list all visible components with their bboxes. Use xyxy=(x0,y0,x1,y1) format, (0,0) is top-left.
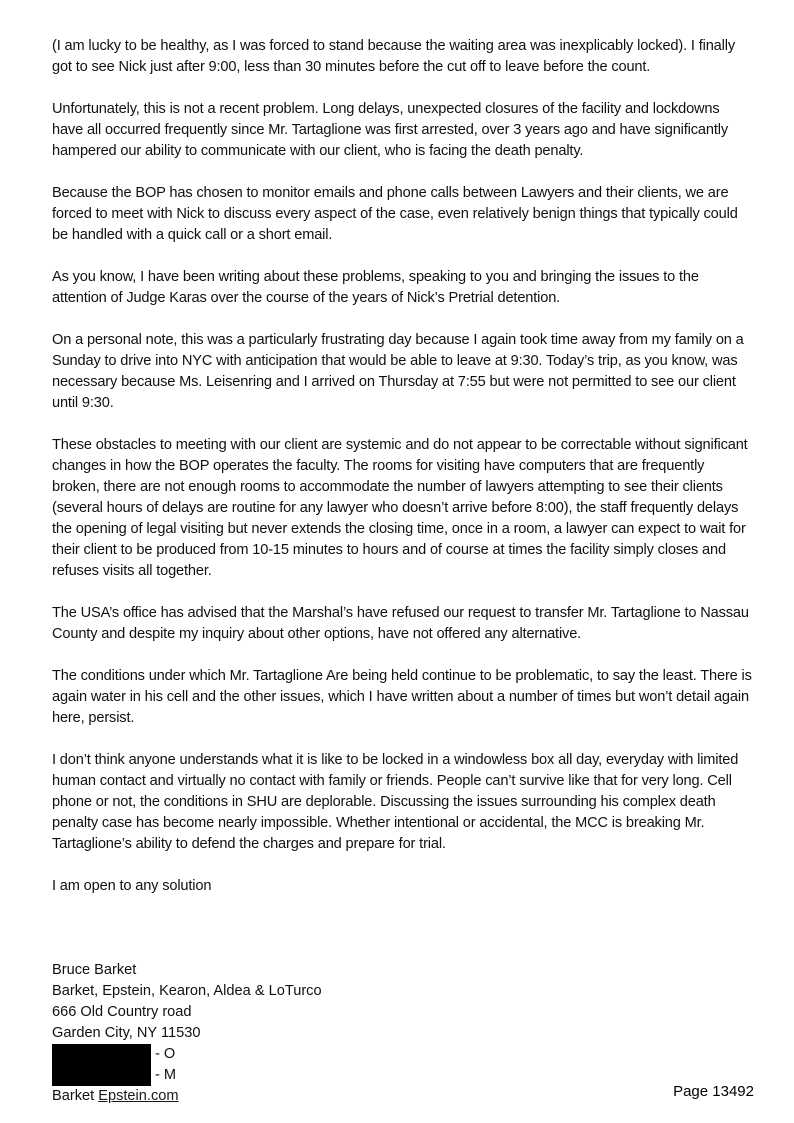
paragraph-4: As you know, I have been writing about these problems, speaking to you and bringing the issues to the attention of Judge Karas over the course of the years of Nick’s Pretrial detention. xyxy=(52,269,699,306)
paragraph-5: On a personal note, this was a particularly frustrating day because I again took time away from my family on a Sunday to drive into NYC with anticipation that would be able to leave at 9:30. Today’s trip, as you know, was necessary because Ms. Leisenring and I arrived on Thursday at 7:55 but were not permitted to see our client until 9:30. xyxy=(52,332,744,411)
paragraph-1: (I am lucky to be healthy, as I was forced to stand because the waiting area was inexplicably locked). I finally got to see Nick just after 9:00, less than 30 minutes before the cut off to leave before the count. xyxy=(52,38,735,75)
signature-address-line2: Garden City, NY 11530 xyxy=(52,1025,201,1041)
phone-mobile-suffix: - M xyxy=(155,1067,177,1083)
phone-office-suffix: - O xyxy=(155,1046,176,1062)
paragraph-3: Because the BOP has chosen to monitor emails and phone calls between Lawyers and their clients, we are forced to meet with Nick to discuss every aspect of the case, even relatively benign things that typically could be handled with a quick call or a short email. xyxy=(52,185,738,243)
signature-name: Bruce Barket xyxy=(52,962,137,978)
paragraph-7: The USA’s office has advised that the Marshal’s have refused our request to transfer Mr. Tartaglione to Nassau County and despite my inquiry about other options, have not offered any alternative. xyxy=(52,605,749,642)
signature-email xyxy=(52,1086,752,1107)
paragraph-6: These obstacles to meeting with our client are systemic and do not appear to be correctable without significant changes in how the BOP operates the faculty. The rooms for visiting have computers that are frequently broken, there are not enough rooms to accommodate the number of lawyers attempting to see their clients (several hours of delays are routine for any lawyer who doesn’t arrive before 8:00), the staff frequently delays the opening of legal visiting but never extends the closing time, once in a room, a lawyer can expect to wait for their client to be produced from 10-15 minutes to hours and of course at times the facility simply closes and refuses visits all together. xyxy=(52,437,748,579)
redaction-box xyxy=(52,1044,151,1065)
signature-address-line1: 666 Old Country road xyxy=(52,1004,192,1020)
paragraph-8: The conditions under which Mr. Tartaglione Are being held continue to be problematic, to say the least. There is again water in his cell and the other issues, which I have written about a number of times but won’t detail again here, persist. xyxy=(52,668,752,726)
page-number: Page 13492 xyxy=(673,1083,754,1100)
closing-line: I am open to any solution xyxy=(52,878,212,894)
redaction-box xyxy=(52,1065,151,1086)
phone-mobile-row xyxy=(52,1065,752,1086)
signature-spacer xyxy=(52,918,752,960)
email-prefix: Barket xyxy=(52,1088,99,1104)
paragraph-9: I don’t think anyone understands what it is like to be locked in a windowless box all day, everyday with limited human contact and virtually no contact with family or friends. People can’t survive like that for very long. Cell phone or not, the conditions in SHU are deplorable. Discussing the issues surrounding his complex death penalty case has become nearly impossible. Whether intentional or accidental, the MCC is breaking Mr. Tartaglione’s ability to defend the charges and prepare for trial. xyxy=(52,752,739,852)
email-link[interactable]: Epstein.com xyxy=(98,1088,179,1104)
paragraph-2: Unfortunately, this is not a recent problem. Long delays, unexpected closures of the facility and lockdowns have all occurred frequently since Mr. Tartaglione was first arrested, over 3 years ago and have significantly hampered our ability to communicate with our client, who is facing the death penalty. xyxy=(52,101,728,159)
phone-office-row xyxy=(52,1044,752,1065)
letter-body xyxy=(52,36,752,1107)
signature-block xyxy=(52,960,752,1107)
signature-firm: Barket, Epstein, Kearon, Aldea & LoTurco xyxy=(52,983,322,999)
